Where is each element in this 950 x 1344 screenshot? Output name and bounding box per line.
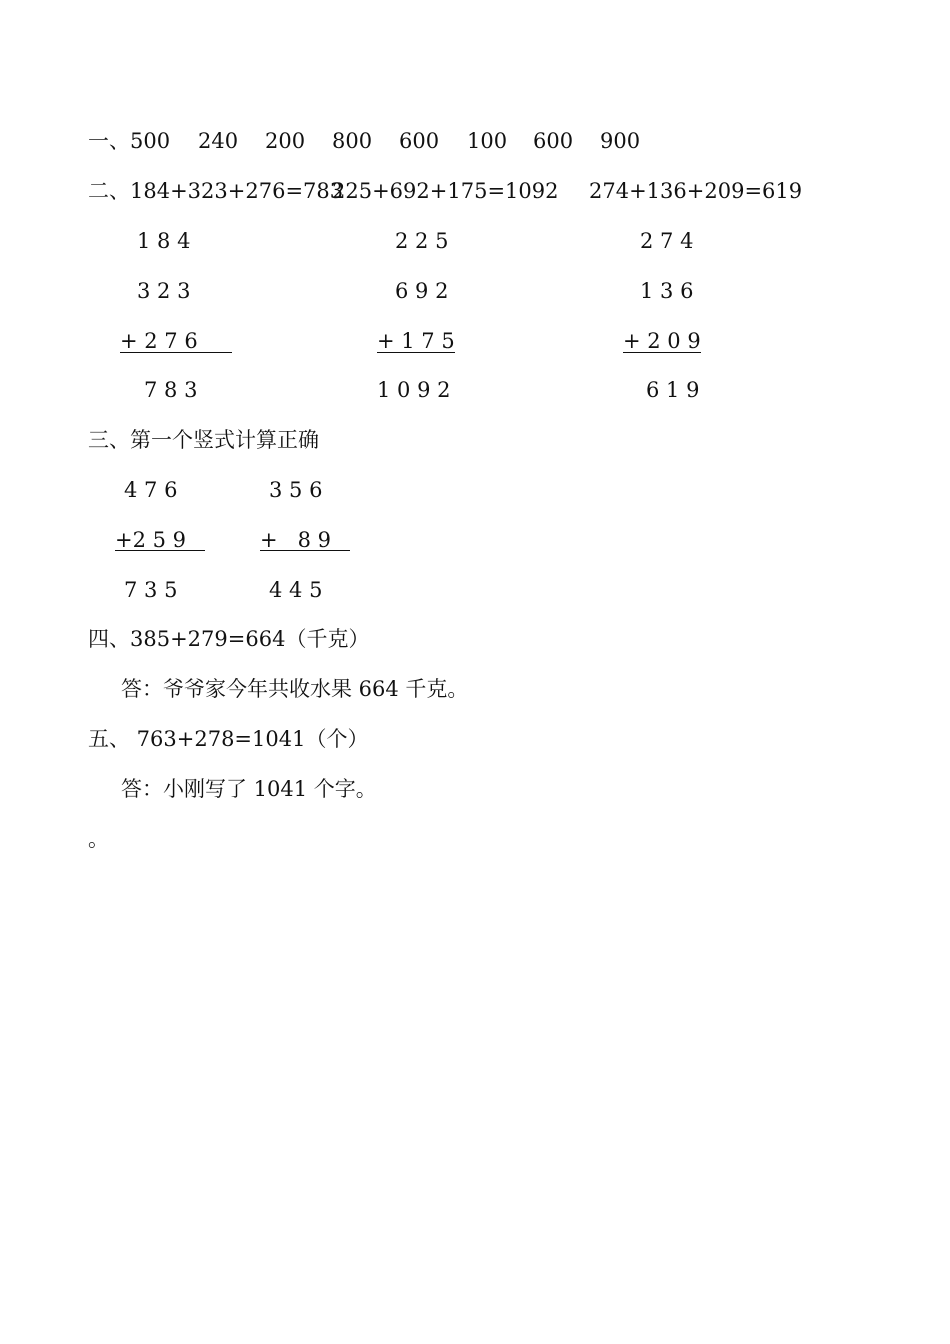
vertical-addend: 6 9 2 xyxy=(395,279,449,303)
trailing-period: 。 xyxy=(88,827,109,851)
vertical-sum: 4 4 5 xyxy=(269,578,323,602)
vertical-sum: 7 3 5 xyxy=(124,578,178,602)
section1-value: 200 xyxy=(265,129,306,153)
vertical-sum-line xyxy=(115,550,205,551)
vertical-addend: 2 7 4 xyxy=(640,229,694,253)
section2-equation-2: 225+692+175=1092 xyxy=(332,179,559,203)
vertical-addend: 3 5 6 xyxy=(269,478,323,502)
section1-value: 600 xyxy=(533,129,574,153)
section3-label: 三、第一个竖式计算正确 xyxy=(88,428,319,452)
vertical-addend: + 2 0 9 xyxy=(623,329,701,353)
section1-value: 800 xyxy=(332,129,373,153)
vertical-addend: + 2 7 6 xyxy=(120,329,198,353)
section1-value: 900 xyxy=(600,129,641,153)
section5-equation: 五、 763+278=1041（个） xyxy=(88,727,369,751)
vertical-sum: 1 0 9 2 xyxy=(377,378,451,402)
vertical-addend: 2 2 5 xyxy=(395,229,449,253)
section1-value: 600 xyxy=(399,129,440,153)
vertical-addend: 1 3 6 xyxy=(640,279,694,303)
vertical-addend: 1 8 4 xyxy=(137,229,191,253)
vertical-sum-line xyxy=(623,352,701,353)
section1-value: 240 xyxy=(198,129,239,153)
section2-equation-3: 274+136+209=619 xyxy=(589,179,803,203)
vertical-sum: 7 8 3 xyxy=(144,378,198,402)
vertical-sum-line xyxy=(120,352,232,353)
vertical-addend: + 1 7 5 xyxy=(377,329,455,353)
vertical-sum-line xyxy=(377,352,455,353)
vertical-addend: + 8 9 xyxy=(260,528,332,552)
section1-label: 一、500 xyxy=(88,129,171,153)
section5-answer: 答：小刚写了 1041 个字。 xyxy=(121,777,377,801)
vertical-sum: 6 1 9 xyxy=(646,378,700,402)
section4-equation: 四、385+279=664（千克） xyxy=(88,627,370,651)
section4-answer: 答：爷爷家今年共收水果 664 千克。 xyxy=(121,677,469,701)
vertical-sum-line xyxy=(260,550,350,551)
vertical-addend: 3 2 3 xyxy=(137,279,191,303)
vertical-addend: 4 7 6 xyxy=(124,478,178,502)
section1-value: 100 xyxy=(467,129,508,153)
section2-label: 二、184+323+276=783 xyxy=(88,179,344,203)
vertical-addend: +2 5 9 xyxy=(115,528,187,552)
